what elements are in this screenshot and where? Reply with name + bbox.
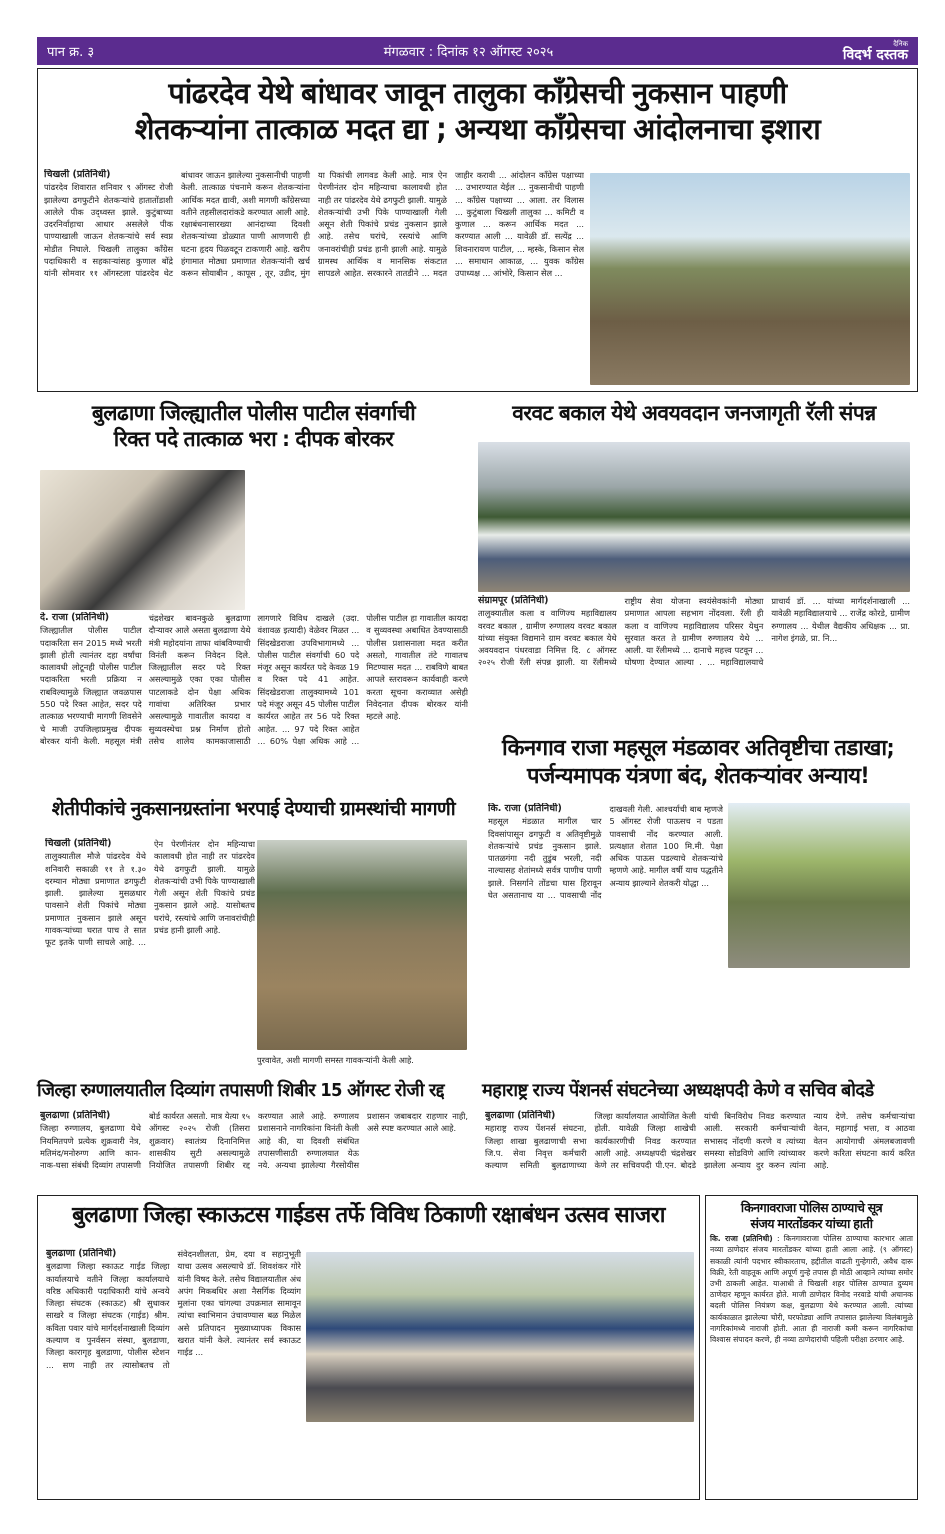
article-body: बुलढाणा (प्रतिनिधी) बुलढाणा जिल्हा स्काऊट गाईड जिल्हा कार्यालयाचे वतीने जिल्हा कार्यालयाचे वरिष्ठ अधिकारी पदाधिकारी यांचे अन्वये जिल्हा संघटक (स्काऊट) श्री सुधाकर साखरे व जिल्हा संघटक (गाईड) श्रीम. कविता पवार यांचे मार्गदर्शनाखाली दिव्यांग कल्याण व पुनर्वसन संस्था, बुलडाणा, जिल्हा कारागृह बुलडाणा, पोलीस स्टेशन ... सण नाही तर त्यासोबतच तो संवेदनशीलता, प्रेम, दया व सहानुभूती याचा उत्सव असल्याचे डॉ. शिवशंकर गोरे यांनी विषद केले. तसेच विद्यालयातील अंध अपंग मिकबधिर अशा नैसर्गिक दिव्यांग मुलांना एका चांगल्या उपक्रमात सामावून त्यांचा स्वाभिमान उंचावण्यास बळ मिळेल असे प्रतिपादन मुख्याध्यापक विकास खरात यांनी केले. त्यानंतर सर्व स्काऊट गाईड ... <box>46 1248 301 1370</box>
headline: शेतकऱ्यांना तात्काळ मदत द्या ; अन्यथा काँग्रेसचा आंदोलनाचा इशारा <box>134 112 821 147</box>
issue-date: मंगळवार : दिनांक १२ ऑगस्ट २०२५ <box>383 45 554 60</box>
article-police-patil <box>37 400 470 790</box>
headline: किनगावराजा पोलिस ठाण्याचे सूत्र <box>740 1200 883 1215</box>
article-crop-damage <box>37 798 470 1075</box>
article-body: कि. राजा (प्रतिनिधी) महसूल मंडळात मागील चार दिवसांपासून ढगफुटी व अतिवृष्टीमुळे शेतकऱ्यांचे प्रचंड नुकसान झाले. पातळगंगा नदी तुडुंब भरली, नदी नाल्यासह शेतांमध्ये सर्वत्र पाणीच पाणी झाले. निसर्गाने तोंडचा घास हिरावून घेत असतानाच या ... पावसाची नोंद दाखवली गेली. आश्चर्याची बाब म्हणजे 5 ऑगस्ट रोजी पाऊसच न पडता पावसाची नोंद करण्यात आली. प्रत्यक्षात शेतात 100 मि.मी. पेक्षा अधिक पाऊस पडल्याचे शेतकऱ्यांचे म्हणणे आहे. मागील वर्षी याच पद्धतीने अन्याय झाल्याने शेतकरी योद्धा ... <box>488 803 723 901</box>
article-body: बुलढाणा (प्रतिनिधी) महाराष्ट्र राज्य पेंशनर्स संघटना, जिल्हा शाखा बुलढाणाची सभा जि.प. सेवा निवृत्त कर्मचारी कल्याण समिती बुलढाणाच्या जिल्हा कार्यालयात आयोजित केली होती. यावेळी जिल्हा शाखेची कार्यकारणीची निवड करण्यात आली आहे. अध्यक्षपदी चंद्रशेखर केणे तर सचिवपदी पी.एन. बोदडे यांची बिनविरोध निवड करण्यात आली. सरकारी कर्मचाऱ्यांची सभासद नोंदणी करणे व त्यांच्या समस्या सोडविणे आणि त्यांच्यावर झालेला अन्याय दुर करुन त्यांना न्याय देणे. तसेच कर्मचाऱ्यांचा वेतन, महागाई भत्ता, व आठवा वेतन आयोगाची अंमलबजावणी करणे करिता संघटना कार्य करित आहे. <box>485 1110 915 1171</box>
headline: महाराष्ट्र राज्य पेंशनर्स संघटनेच्या अध्यक्षपदी केणे व सचिव बोदडे <box>482 1080 874 1101</box>
newspaper-logo: दैनिक विदर्भ दस्तक <box>842 39 908 63</box>
article-organ-donation-rally <box>478 400 910 730</box>
article-lead <box>37 68 918 392</box>
article-pensioners <box>482 1080 918 1185</box>
article-police-station <box>705 1195 918 1500</box>
headline: बुलढाणा जिल्ह्यातील पोलीस पाटील संवर्गाची <box>91 401 416 425</box>
masthead <box>37 37 918 65</box>
article-rakshabandhan <box>37 1195 700 1500</box>
photo-rain-gauge <box>728 803 910 968</box>
article-body: चिखली (प्रतिनिधी) पांढरदेव शिवारात शनिवार ९ ऑगस्ट रोजी झालेल्या ढगफुटीने शेतकऱ्यांचे हातातोंडाशी आलेले पीक उद्ध्वस्त झाले. कुटुंबाच्या उदरनिर्वाहाचा आधार असलेले पीक पाण्याखाली जाऊन शेतकऱ्यांचे सर्व स्वप्न मोडीत निघाले. चिखली तालुका काँग्रेस पदाधिकारी व सहकाऱ्यांसह कुणाल बोंद्रे यांनी सोमवार ११ ऑगस्टला पांढरदेव थेट बांधावर जाऊन झालेल्या नुकसानीची पाहणी केली. तात्काळ पंचनामे करून शेतकऱ्यांना आर्थिक मदत द्यावी, अशी मागणी काँग्रेसच्या वतीने तहसीलदारांकडे करण्यात आली आहे. रक्षाबंधनासारख्या आनंदाच्या दिवशी शेतकऱ्यांच्या डोळ्यात पाणी आणणारी ही घटना हृदय पिळवटून टाकणारी आहे. खरीप हंगामात मोठ्या प्रमाणात शेतकऱ्यांनी खर्च करून सोयाबीन , कापूस , तूर, उडीद, मुंग या पिकांची लागवड केली आहे. मात्र ऐन पेरणीनंतर दोन महिन्याचा कालावधी होत नाही तर पांढरदेव येथे ढगफुटी झाली. यामुळे शेतकऱ्यांची उभी पिके पाण्याखाली गेली असून शेती पिकांचे प्रचंड नुकसान झाले आहे. तसेच घरांचे, रस्त्यांचे आणि जनावरांचीही प्रचंड हानी झाली आहे. यामुळे ग्रामस्थ आर्थिक व मानसिक संकटात सापडले आहेत. सरकारने तातडीने ... मदत जाहीर करावी ... आंदोलन काँग्रेस पक्षाच्या ... उभारण्यात येईल ... नुकसानीची पाहणी ... काँग्रेस पक्षाच्या ... आला. तर विलास ... कुटुंबाला चिखली तालुका ... कमिटी व कुणाल ... करून आर्थिक मदत ... करण्यात आली ... यावेळी डॉ. सत्येंद्र ... शिवनारायण पाटील, ... म्हस्के, किसान सेल ... समाधान आकाळ, ... युवक काँग्रेस उपाध्यक्ष ... आंभोरे, किसान सेल ... <box>44 169 584 279</box>
headline: पांढरदेव येथे बांधावर जावून तालुका काँग्रेसची नुकसान पाहणी <box>168 76 787 110</box>
article-disability-camp <box>37 1080 470 1185</box>
photo-scouts <box>306 1252 694 1422</box>
article-kingaon-rainfall <box>478 735 918 1075</box>
headline: संजय मारतोंडकर यांच्या हाती <box>750 1215 873 1231</box>
article-body: संग्रामपूर (प्रतिनिधी) तालुक्यातील कला व वाणिज्य महाविद्यालय वरवट बकाल , ग्रामीण रुग्णालय वरवट बकाल यांच्या संयुक्त विद्यमाने ग्राम वरवट बकाल येथे अवयवदान पंधरवाडा निमित्त दि. ८ ऑगस्ट २०२५ रोजी रॅली संपन्न झाली. या रॅलीमध्ये राष्ट्रीय सेवा योजना स्वयंसेवकांनी मोठ्या प्रमाणात आपला सहभाग नोंदवला. रॅली ही कला व वाणिज्य महाविद्यालय परिसर येथुन सुरवात करत ते ग्रामीण रुग्णालय येथे ... आली. या रॅलीमध्ये ... दानाचे महत्त्व पटवून ... घोषणा देण्यात आल्या . ... महाविद्यालयाचे प्राचार्य डॉ. ... यांच्या मार्गदर्शनाखाली ... यावेळी महाविद्यालयाचे ... राजेंद्र कोरडे, ग्रामीण रुग्णालय ... येथील वैद्यकीय अधिक्षक ... प्रा. नागेश इंगळे, प्रा. नि... <box>478 595 910 668</box>
photo-farm-inspection <box>590 173 910 385</box>
article-body: चिखली (प्रतिनिधी) तालुक्यातील मौजे पांढरदेव येथे शनिवारी सकाळी ११ ते १.३० दरम्यान मोठ्या प्रमाणात ढगफुटी झाली. झालेल्या मुसळधार पावसाने शेती पिकांचे मोठ्या प्रमाणात नुकसान झाले असून गावकऱ्यांच्या घरात पाच ते सात फूट इतके पाणी साचले आहे. ... ऐन पेरणीनंतर दोन महिन्याचा कालावधी होत नाही तर पांढरदेव येथे ढगफुटी झाली. यामुळे शेतकऱ्यांची उभी पिके पाण्याखाली गेली असून शेती पिकांचे प्रचंड नुकसान झाले आहे. यासोबतच घरांचे, रस्त्यांचे आणि जनावरांचीही प्रचंड हानी झाली आहे. <box>45 838 255 948</box>
photo-flood <box>257 840 467 1050</box>
article-body: दे. राजा (प्रतिनिधी) जिल्ह्यातील पोलीस पाटील पदाकरिता सन 2015 मध्ये भरती झाली होती त्यानंतर दहा वर्षांचा कालावधी लोटूनही पोलीस पाटील पदाकरिता भरती प्रक्रिया न राबविल्यामुळे जिल्ह्यात जवळपास 550 पदे रिक्त आहेत, सदर पदे तात्काळ भरण्याची मागणी शिवसेने चे माजी उपजिल्हाप्रमुख दीपक बोरकर यांनी केली. महसूल मंत्री चंद्रशेखर बावनकुळे बुलढाणा दौऱ्यावर आले असता बुलढाणा येथे मंत्री महोदयांना ताफा थांबविण्याची विनंती करून निवेदन दिले. जिल्ह्यातील सदर पदे रिक्त असल्यामुळे एका एका पोलीस पाटलाकडे दोन पेक्षा अधिक गावांचा अतिरिक्त प्रभार असल्यामुळे गावातील कायदा व सुव्यवस्थेचा प्रश्न निर्माण होतो तसेच शालेय कामकाजासाठी लागणारे विविध दाखले (उदा. वंशावळ इत्यादी) वेळेवर मिळत ... सिंदखेडराजा उपविभागामध्ये ... पोलीस पाटील संवर्गाची 60 पदे मंजूर असून कार्यरत पदे केवळ 19 व रिक्त पदे 41 आहेत. सिंदखेडराजा तालुक्यामध्ये 101 पदे मंजूर असून 45 पोलीस पाटील कार्यरत आहेत तर 56 पदे रिक्त आहेत. ... 97 पदे रिक्त आहेत ... 60% पेक्षा अधिक आहे ... पोलीस पाटील हा गावातील कायदा व सुव्यवस्था अबाधित ठेवण्यासाठी पोलीस प्रशासनाला मदत करीत असतो, गावातील तंटे गावातच मिटण्यास मदत ... राबविणे बाबत आपले स्तरावरून कार्यवाही करणे करता सूचना कराव्यात असेही निवेदनात दीपक बोरकर यांनी म्हटले आहे. <box>40 612 468 746</box>
article-body: बुलढाणा (प्रतिनिधी) जिल्हा रुग्णालय, बुलढाणा येथे नियमितपणे प्रत्येक शुक्रवारी नेत्र, मतिमंद/मनोरुग्ण आणि कान-नाक-घसा संबंधी दिव्यांग तपासणी बोर्ड कार्यरत असतो. मात्र येत्या १५ ऑगस्ट २०२५ रोजी (तिसरा शुक्रवार) स्वातंत्र्य दिनानिमित्त शासकीय सुटी असल्यामुळे नियोजित तपासणी शिबीर रद्द करण्यात आले आहे. रुग्णालय प्रशासनाने नागरिकांना विनंती केली आहे की, या दिवशी संबंधित तपासणीसाठी रुग्णालयात येऊ नये. अन्यथा झालेल्या गैरसोयीस प्रशासन जबाबदार राहणार नाही, असे स्पष्ट करण्यात आले आहे. <box>40 1110 468 1171</box>
headline: रिक्त पदे तात्काळ भरा : दीपक बोरकर <box>113 427 394 452</box>
page-number: पान क्र. ३ <box>47 45 95 60</box>
headline: जिल्हा रुग्णालयातील दिव्यांग तपासणी शिबीर 15 ऑगस्ट रोजी रद्द <box>37 1080 445 1101</box>
headline: वरवट बकाल येथे अवयवदान जनजागृती रॅली संपन्न <box>512 401 876 425</box>
headline: किनगाव राजा महसूल मंडळावर अतिवृष्टीचा तडाखा; <box>501 736 895 761</box>
headline: शेतीपीकांचे नुकसानग्रस्तांना भरपाई देण्याची ग्रामस्थांची मागणी <box>51 798 456 820</box>
photo-rally <box>478 442 910 592</box>
headline: बुलढाणा जिल्हा स्काऊटस गाईडस तर्फे विविध ठिकाणी रक्षाबंधन उत्सव साजरा <box>72 1203 665 1228</box>
article-tail: पुरवावेत, अशी मागणी समस्त गावकऱ्यांनी केली आहे. <box>257 1055 414 1065</box>
article-body: कि. राजा (प्रतिनिधी) : किनगावराजा पोलिस ठाण्याचा कारभार आता नव्या ठाणेदार संजय मारतोंडकर यांच्या हाती आला आहे. (९ ऑगस्ट) सकाळी त्यांनी पदभार स्वीकारताच, हद्दीतील वाढती गुन्हेगारी, अवैध दारू विक्री, रेती वाहतूक आणि अपूर्ण गुन्हे तपास ही मोठी आव्हाने त्यांच्या समोर उभी ठाकली आहेत. याआधी ते चिखली शहर पोलिस ठाण्यात दुय्यम ठाणेदार म्हणून कार्यरत होते. माजी ठाणेदार विनोद नरवाडे यांची अचानक बदली पोलिस नियंत्रण कक्ष, बुलढाणा येथे करण्यात आली. त्यांच्या कार्यकाळात झालेल्या चोरी, घरफोड्या आणि तपासात झालेल्या विलंबामुळे नागरिकांमध्ये नाराजी होती. आता ही नाराजी कमी करून नागरिकांचा विश्वास संपादन करणे, ही नव्या ठाणेदारांची पहिली परीक्षा ठरणार आहे. <box>710 1234 913 1345</box>
photo-memorandum <box>40 470 245 610</box>
headline: पर्जन्यमापक यंत्रणा बंद, शेतकऱ्यांवर अन्याय! <box>526 763 870 789</box>
